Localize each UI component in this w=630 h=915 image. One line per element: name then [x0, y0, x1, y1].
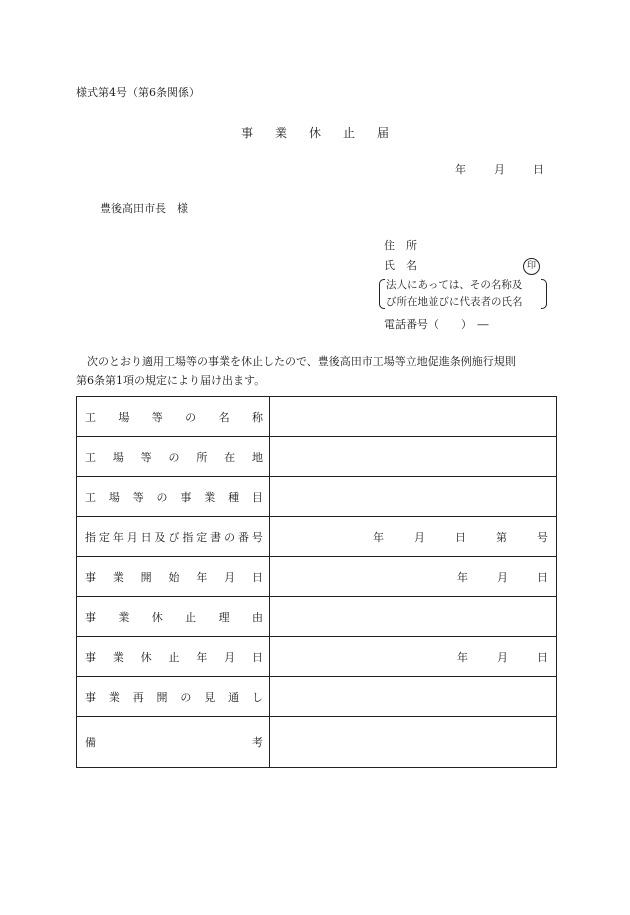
row-label-char: 等	[140, 450, 152, 464]
date-month-label: 月	[494, 163, 505, 176]
row-label-char: 止	[168, 650, 180, 664]
address-field-label: 住 所	[384, 239, 417, 252]
declaration-line-1: 次のとおり適用工場等の事業を休止したので、豊後高田市工場等立地促進条例施行規則	[87, 355, 516, 368]
row-label-char: 工	[85, 490, 96, 504]
row-label-cell	[77, 597, 270, 637]
row-label-char: 指	[85, 530, 96, 544]
row-label-char: 目	[251, 490, 263, 504]
seal-mark: 印	[523, 258, 540, 275]
row-label-char: 種	[228, 490, 240, 504]
row-label-char: 等	[151, 410, 163, 424]
row-label-char: 工	[85, 410, 96, 424]
form-number-label: 様式第4号（第6条関係）	[76, 86, 200, 99]
row-label-char: 書	[210, 530, 222, 544]
row-label-char: 場	[118, 410, 130, 424]
submission-date	[455, 161, 544, 177]
notification-table	[76, 396, 557, 768]
row-label-char: 月	[224, 650, 236, 664]
remarks-row	[77, 717, 557, 768]
row-label-char: 休	[140, 650, 152, 664]
row-label-char: の	[185, 410, 197, 424]
row-label	[77, 609, 269, 625]
corporation-note-line2: び所在地並びに代表者の氏名	[386, 296, 523, 308]
row-input-cell[interactable]	[270, 557, 557, 597]
row-label-cell	[77, 557, 270, 597]
row-label-char: 定	[98, 530, 110, 544]
row-label-char: 定	[196, 530, 208, 544]
row-label-char: 備	[85, 736, 96, 749]
row-label-char: 年	[196, 650, 208, 664]
row-label-char: の	[156, 490, 168, 504]
row-label	[77, 449, 269, 465]
row-label-char: び	[168, 530, 180, 544]
row-label	[77, 529, 269, 545]
row-value-marker: 月	[497, 650, 508, 664]
name-field-label: 氏 名	[384, 259, 417, 272]
row-label	[77, 569, 269, 585]
row-label-char: 日	[251, 650, 263, 664]
row-value-marker: 号	[537, 530, 548, 544]
row-label-char: 再	[132, 690, 144, 704]
row-label-char: 等	[132, 490, 144, 504]
row-value-marker: 日	[455, 530, 466, 544]
row-label-char: 休	[151, 610, 163, 624]
row-label-char: 由	[251, 610, 263, 624]
row-label-char: 業	[112, 650, 124, 664]
row-label	[77, 734, 269, 750]
row-label-char: 止	[185, 610, 197, 624]
row-label-char: 事	[180, 490, 192, 504]
addressee: 豊後高田市長 様	[100, 202, 188, 215]
row-value-markers	[457, 649, 548, 665]
row-label-char: 在	[224, 450, 236, 464]
declaration-text	[76, 352, 556, 390]
row-label-char: 見	[204, 690, 216, 704]
row-label-char: 日	[251, 570, 263, 584]
date-year-label: 年	[455, 163, 466, 176]
row-value-marker: 年	[457, 570, 468, 584]
designation-row	[77, 517, 557, 557]
row-value-marker: 日	[537, 650, 548, 664]
row-label-char: 開	[156, 690, 168, 704]
document-title: 事業休止届	[240, 126, 411, 140]
suspension-reason-row	[77, 597, 557, 637]
row-label-char: 称	[251, 410, 263, 424]
row-label-char: 通	[228, 690, 240, 704]
row-label-char: 名	[218, 410, 230, 424]
row-input-cell[interactable]	[270, 517, 557, 557]
row-input-cell[interactable]	[270, 597, 557, 637]
row-label-char: 事	[85, 570, 96, 584]
row-value-marker: 第	[496, 530, 507, 544]
row-label-char: 及	[154, 530, 166, 544]
row-label-char: 地	[251, 450, 263, 464]
row-label-char: の	[224, 530, 236, 544]
row-label-char: 年	[196, 570, 208, 584]
row-value-marker: 日	[537, 570, 548, 584]
row-label-char: の	[168, 450, 180, 464]
row-label-cell	[77, 437, 270, 477]
row-label-char: 指	[182, 530, 194, 544]
row-label-char: 事	[85, 690, 96, 704]
row-value-marker: 年	[457, 650, 468, 664]
declaration-line-2: 第6条第1項の規定により届け出ます。	[76, 374, 266, 387]
row-input-cell[interactable]	[270, 637, 557, 677]
row-label-char: し	[251, 690, 263, 704]
row-label-char: 工	[85, 450, 96, 464]
row-label-char: 所	[196, 450, 208, 464]
row-label-char: 事	[85, 650, 96, 664]
business-start-row	[77, 557, 557, 597]
row-input-cell[interactable]	[270, 397, 557, 437]
row-label-char: 場	[108, 490, 120, 504]
row-label-char: 号	[251, 530, 263, 544]
row-label-cell	[77, 677, 270, 717]
row-label-char: 事	[85, 610, 96, 624]
row-label-char: 業	[108, 690, 120, 704]
row-label-cell	[77, 637, 270, 677]
telephone-field-label: 電話番号（ ） ―	[384, 318, 489, 331]
row-value-markers	[373, 529, 548, 545]
row-label-char: 番	[237, 530, 249, 544]
row-label-char: 場	[112, 450, 124, 464]
row-input-cell[interactable]	[270, 677, 557, 717]
row-label-cell	[77, 397, 270, 437]
row-label-char: 始	[168, 570, 180, 584]
row-label-char: 月	[224, 570, 236, 584]
row-label	[77, 489, 269, 505]
row-input-cell[interactable]	[270, 477, 557, 517]
row-label	[77, 649, 269, 665]
row-label-char: 考	[252, 736, 263, 749]
row-label	[77, 409, 269, 425]
row-label-char: 月	[126, 530, 138, 544]
row-label-cell	[77, 517, 270, 557]
row-value-marker: 月	[497, 570, 508, 584]
row-label-char: 年	[112, 530, 124, 544]
row-input-cell[interactable]	[270, 437, 557, 477]
row-label-char: 業	[112, 570, 124, 584]
row-label-cell	[77, 717, 270, 768]
suspension-date-row	[77, 637, 557, 677]
applicant-block	[384, 236, 547, 335]
row-label-char: 日	[140, 530, 152, 544]
corporation-note	[379, 277, 547, 311]
row-label-char: 業	[118, 610, 130, 624]
name-field-row	[384, 256, 547, 276]
row-label-char: 業	[204, 490, 216, 504]
row-value-marker: 年	[373, 530, 384, 544]
factory-location-row	[77, 437, 557, 477]
factory-name-row	[77, 397, 557, 437]
row-value-marker: 月	[414, 530, 425, 544]
row-input-cell[interactable]	[270, 717, 557, 768]
resumption-outlook-row	[77, 677, 557, 717]
row-label-char: 開	[140, 570, 152, 584]
row-value-markers	[457, 569, 548, 585]
date-day-label: 日	[533, 163, 544, 176]
business-type-row	[77, 477, 557, 517]
row-label-char: の	[180, 690, 192, 704]
corporation-note-line1: 法人にあっては、その名称及	[386, 279, 523, 291]
row-label	[77, 689, 269, 705]
row-label-char: 理	[218, 610, 230, 624]
row-label-cell	[77, 477, 270, 517]
